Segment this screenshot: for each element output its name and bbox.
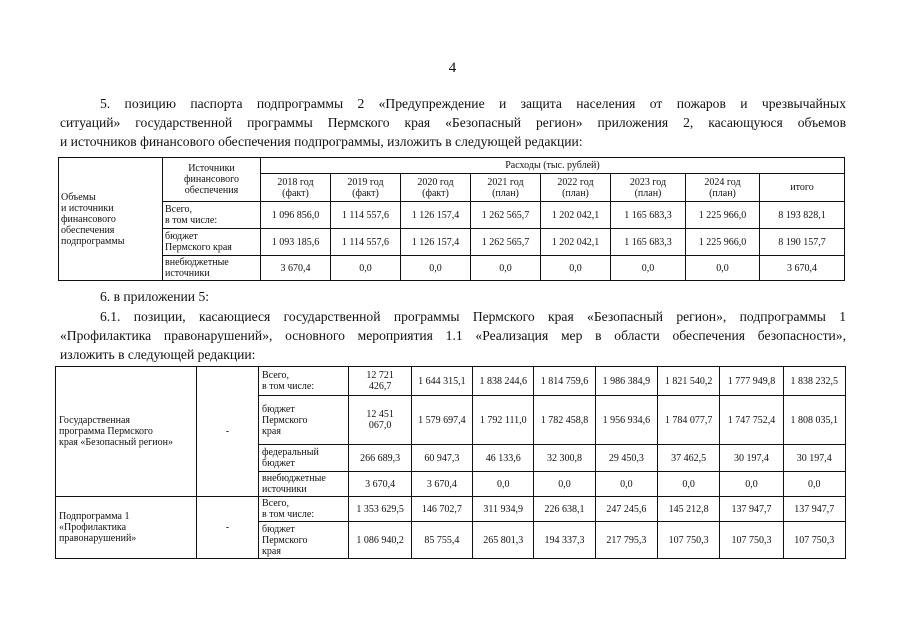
funding-row-header: Объемы и источники финансового обеспечения подпрограммы [59, 158, 163, 281]
amount-cell: 107 750,3 [657, 522, 719, 559]
amount-cell: 3 670,4 [261, 256, 331, 281]
amount-cell: 107 750,3 [783, 522, 845, 559]
year-header: 2023 год (план) [611, 174, 686, 202]
amount-cell: 137 947,7 [783, 497, 845, 522]
sources-header: Источники финансового обеспечения [163, 158, 261, 202]
amount-cell: 265 801,3 [473, 522, 534, 559]
year-header: итого [760, 174, 845, 202]
year-header: 2021 год (план) [471, 174, 541, 202]
amount-cell: 1 165 683,3 [611, 202, 686, 229]
paragraph-5-line: и источников финансового обеспечения подпрограммы, изложить в следующей редакции: [60, 134, 583, 149]
amount-cell: 0,0 [541, 256, 611, 281]
amount-cell: 1 126 157,4 [401, 202, 471, 229]
amount-cell: 60 947,3 [411, 445, 472, 472]
program-dash: - [196, 497, 258, 559]
amount-cell: 1 784 077,7 [657, 396, 719, 445]
source-label: федеральный бюджет [259, 445, 349, 472]
amount-cell: 0,0 [534, 472, 595, 497]
paragraph-6-title: 6. в приложении 5: [100, 289, 210, 304]
amount-cell: 1 093 185,6 [261, 229, 331, 256]
amount-cell: 1 202 042,1 [541, 202, 611, 229]
program-dash: - [196, 367, 258, 497]
source-label: внебюджетные источники [259, 472, 349, 497]
year-header: 2019 год (факт) [331, 174, 401, 202]
amount-cell: 0,0 [331, 256, 401, 281]
amount-cell: 1 225 966,0 [686, 202, 760, 229]
source-label: внебюджетные источники [163, 256, 261, 281]
program-name: Государственная программа Пермского края «Безопасный регион» [56, 367, 197, 497]
amount-cell: 1 165 683,3 [611, 229, 686, 256]
amount-cell: 1 792 111,0 [473, 396, 534, 445]
amount-cell: 1 353 629,5 [349, 497, 411, 522]
paragraph-5-line: ситуаций» государственной программы Пермского края «Безопасный регион» приложения 2, касающуюся объемов [60, 115, 846, 130]
source-label: бюджет Пермского края [259, 522, 349, 559]
amount-cell: 1 262 565,7 [471, 202, 541, 229]
table-row [59, 202, 845, 229]
year-header: 2024 год (план) [686, 174, 760, 202]
year-header: 2020 год (факт) [401, 174, 471, 202]
amount-cell: 1 838 232,5 [783, 367, 845, 396]
paragraph-6-1 [60, 307, 846, 364]
amount-cell: 1 986 384,9 [595, 367, 657, 396]
amount-cell: 0,0 [783, 472, 845, 497]
amount-cell: 1 777 949,8 [720, 367, 783, 396]
amount-cell: 29 450,3 [595, 445, 657, 472]
amount-cell: 0,0 [401, 256, 471, 281]
table-row [59, 256, 845, 281]
amount-cell: 145 212,8 [657, 497, 719, 522]
source-label: Всего, в том числе: [259, 497, 349, 522]
amount-cell: 0,0 [611, 256, 686, 281]
amount-cell: 1 126 157,4 [401, 229, 471, 256]
amount-cell: 85 755,4 [411, 522, 472, 559]
amount-cell: 0,0 [686, 256, 760, 281]
amount-cell: 32 300,8 [534, 445, 595, 472]
amount-cell: 0,0 [720, 472, 783, 497]
amount-cell: 8 193 828,1 [760, 202, 845, 229]
source-label: Всего, в том числе: [259, 367, 349, 396]
program-name: Подпрограмма 1 «Профилактика правонарушений» [56, 497, 197, 559]
amount-cell: 30 197,4 [720, 445, 783, 472]
amount-cell: 1 096 856,0 [261, 202, 331, 229]
source-label: бюджет Пермского края [163, 229, 261, 256]
amount-cell: 247 245,6 [595, 497, 657, 522]
subprogram-2-funding-table [58, 157, 845, 281]
amount-cell: 1 838 244,6 [473, 367, 534, 396]
paragraph-6-1-line: изложить в следующей редакции: [60, 347, 256, 362]
table-row [59, 229, 845, 256]
paragraph-6-1-line: «Профилактика правонарушений», основного мероприятия 1.1 «Реализация мер в области обеспечения безопасности», [60, 328, 846, 343]
amount-cell: 1 086 940,2 [349, 522, 411, 559]
amount-cell: 46 133,6 [473, 445, 534, 472]
amount-cell: 0,0 [595, 472, 657, 497]
amount-cell: 30 197,4 [783, 445, 845, 472]
year-header: 2022 год (план) [541, 174, 611, 202]
paragraph-5 [60, 94, 846, 151]
amount-cell: 217 795,3 [595, 522, 657, 559]
amount-cell: 1 782 458,8 [534, 396, 595, 445]
amount-cell: 12 721 426,7 [349, 367, 411, 396]
amount-cell: 0,0 [471, 256, 541, 281]
amount-cell: 1 808 035,1 [783, 396, 845, 445]
amount-cell: 137 947,7 [720, 497, 783, 522]
amount-cell: 3 670,4 [760, 256, 845, 281]
amount-cell: 1 114 557,6 [331, 229, 401, 256]
amount-cell: 194 337,3 [534, 522, 595, 559]
amount-cell: 37 462,5 [657, 445, 719, 472]
amount-cell: 0,0 [473, 472, 534, 497]
source-label: Всего, в том числе: [163, 202, 261, 229]
amount-cell: 1 579 697,4 [411, 396, 472, 445]
amount-cell: 1 262 565,7 [471, 229, 541, 256]
expenses-header: Расходы (тыс. рублей) [261, 158, 845, 174]
table-row [56, 497, 846, 522]
amount-cell: 3 670,4 [411, 472, 472, 497]
amount-cell: 107 750,3 [720, 522, 783, 559]
amount-cell: 8 190 157,7 [760, 229, 845, 256]
table-row [56, 367, 846, 396]
amount-cell: 226 638,1 [534, 497, 595, 522]
amount-cell: 1 747 752,4 [720, 396, 783, 445]
paragraph-6 [60, 287, 846, 306]
amount-cell: 12 451 067,0 [349, 396, 411, 445]
amount-cell: 1 814 759,6 [534, 367, 595, 396]
year-header: 2018 год (факт) [261, 174, 331, 202]
page-number: 4 [448, 60, 457, 76]
amount-cell: 1 956 934,6 [595, 396, 657, 445]
amount-cell: 0,0 [657, 472, 719, 497]
amount-cell: 1 202 042,1 [541, 229, 611, 256]
amount-cell: 3 670,4 [349, 472, 411, 497]
source-label: бюджет Пермского края [259, 396, 349, 445]
amount-cell: 1 821 540,2 [657, 367, 719, 396]
paragraph-5-line: 5. позицию паспорта подпрограммы 2 «Предупреждение и защита населения от пожаров и чрезвычайных [100, 96, 846, 111]
amount-cell: 1 225 966,0 [686, 229, 760, 256]
amount-cell: 311 934,9 [473, 497, 534, 522]
appendix-5-program-table [55, 366, 846, 559]
amount-cell: 146 702,7 [411, 497, 472, 522]
amount-cell: 1 644 315,1 [411, 367, 472, 396]
paragraph-6-1-line: 6.1. позиции, касающиеся государственной программы Пермского края «Безопасный регион», подпрограммы 1 [100, 309, 846, 324]
amount-cell: 1 114 557,6 [331, 202, 401, 229]
amount-cell: 266 689,3 [349, 445, 411, 472]
